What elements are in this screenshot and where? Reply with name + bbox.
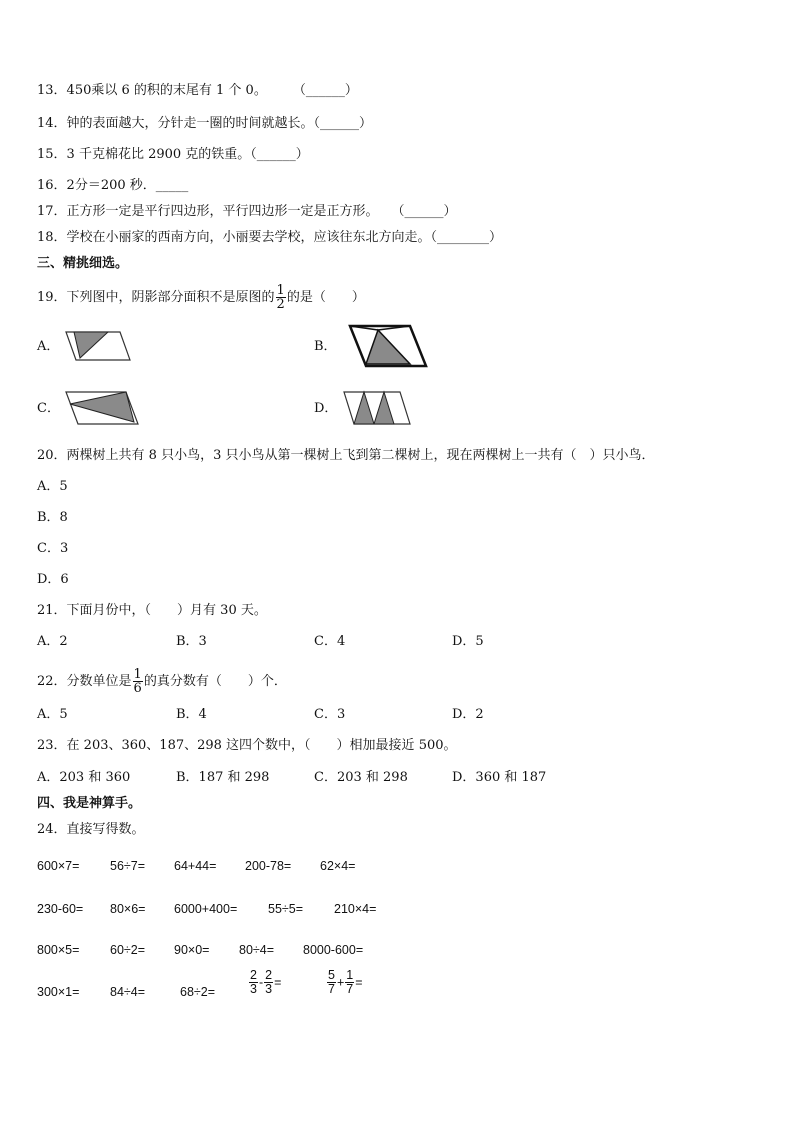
calc-fraction-expression-2: $\frac{5}{7}$ + $\frac{1}{7}$ = <box>328 968 363 996</box>
parallelogram-figure-b <box>344 322 430 370</box>
parallelogram-figure-d <box>340 388 414 428</box>
q20-option-d: D．6 <box>37 572 69 587</box>
calc-item: 230-60= <box>37 902 84 916</box>
calc-item: 80÷4= <box>239 943 275 957</box>
calc-item: 62×4= <box>320 859 356 873</box>
q23-option-a: A．203 和 360 <box>37 770 131 785</box>
question-20: 20．两棵树上共有 8 只小鸟，3 只小鸟从第一棵树上飞到第二棵树上，现在两棵树上一共有（ ）只小鸟． <box>37 448 655 463</box>
question-22 <box>37 668 287 695</box>
calc-item: 56÷7= <box>110 859 146 873</box>
calc-item: 600×7= <box>37 859 80 873</box>
q22-option-d: D．2 <box>452 707 484 722</box>
parallelogram-figure-a <box>64 328 134 364</box>
question-13: 13．450乘以 6 的积的末尾有 1 个 0。 （______） <box>37 83 358 98</box>
question-19-before: 19．下列图中，阴影部分面积不是原图的 <box>37 290 275 305</box>
calc-item: 64+44= <box>174 859 217 873</box>
q21-option-c: C．4 <box>314 634 346 649</box>
question-16: 16．2分＝200 秒．_____ <box>37 178 189 193</box>
q22-option-c: C．3 <box>314 707 346 722</box>
q19-option-b-label: B． <box>314 339 337 354</box>
question-14: 14．钟的表面越大，分针走一圈的时间就越长。（______） <box>37 116 373 131</box>
calc-item: 6000+400= <box>174 902 238 916</box>
calc-item: 8000-600= <box>303 943 364 957</box>
question-22-after: 的真分数有（ ）个． <box>143 674 287 689</box>
q19-option-d-label: D． <box>314 401 338 416</box>
question-23: 23．在 203、360、187、298 这四个数中，（ ）相加最接近 500。 <box>37 738 457 753</box>
calc-item: 60÷2= <box>110 943 146 957</box>
calc-item: 55÷5= <box>268 902 304 916</box>
calc-item: 800×5= <box>37 943 80 957</box>
section-3-title: 三、精挑细选。 <box>37 256 129 271</box>
q23-option-b: B．187 和 298 <box>176 770 270 785</box>
q20-option-a: A．5 <box>37 479 68 494</box>
section-4-title: 四、我是神算手。 <box>37 796 142 811</box>
question-19 <box>37 284 365 311</box>
question-24: 24．直接写得数。 <box>37 822 145 837</box>
question-19-after: 的是（ ） <box>286 290 365 305</box>
calc-item: 80×6= <box>110 902 146 916</box>
q22-option-a: A．5 <box>37 707 68 722</box>
q19-option-c-label: C． <box>37 401 60 416</box>
q20-option-c: C．3 <box>37 541 69 556</box>
parallelogram-figure-c <box>62 388 142 428</box>
calc-item: 300×1= <box>37 985 80 999</box>
question-15: 15．3 千克棉花比 2900 克的铁重。（______） <box>37 147 309 162</box>
q20-option-b: B．8 <box>37 510 68 525</box>
q22-option-b: B．4 <box>176 707 207 722</box>
calc-item: 84÷4= <box>110 985 146 999</box>
q21-option-d: D．5 <box>452 634 484 649</box>
q19-option-a-label: A． <box>37 339 60 354</box>
fraction-one-sixth: $\frac{1}{6}$ <box>133 667 142 696</box>
question-21: 21．下面月份中，（ ）月有 30 天。 <box>37 603 267 618</box>
question-18: 18．学校在小丽家的西南方向，小丽要去学校，应该往东北方向走。（________） <box>37 230 503 245</box>
q23-option-d: D．360 和 187 <box>452 770 547 785</box>
calc-item: 200-78= <box>245 859 292 873</box>
calc-item: 90×0= <box>174 943 210 957</box>
calc-fraction-expression-1: $\frac{2}{3}$ - $\frac{2}{3}$ = <box>250 968 282 996</box>
calc-item: 210×4= <box>334 902 377 916</box>
q21-option-b: B．3 <box>176 634 207 649</box>
question-17: 17．正方形一定是平行四边形，平行四边形一定是正方形。 （______） <box>37 204 457 219</box>
q23-option-c: C．203 和 298 <box>314 770 408 785</box>
calc-item: 68÷2= <box>180 985 216 999</box>
q21-option-a: A．2 <box>37 634 68 649</box>
question-22-before: 22．分数单位是 <box>37 674 132 689</box>
fraction-one-half: $\frac{1}{2}$ <box>276 283 285 312</box>
